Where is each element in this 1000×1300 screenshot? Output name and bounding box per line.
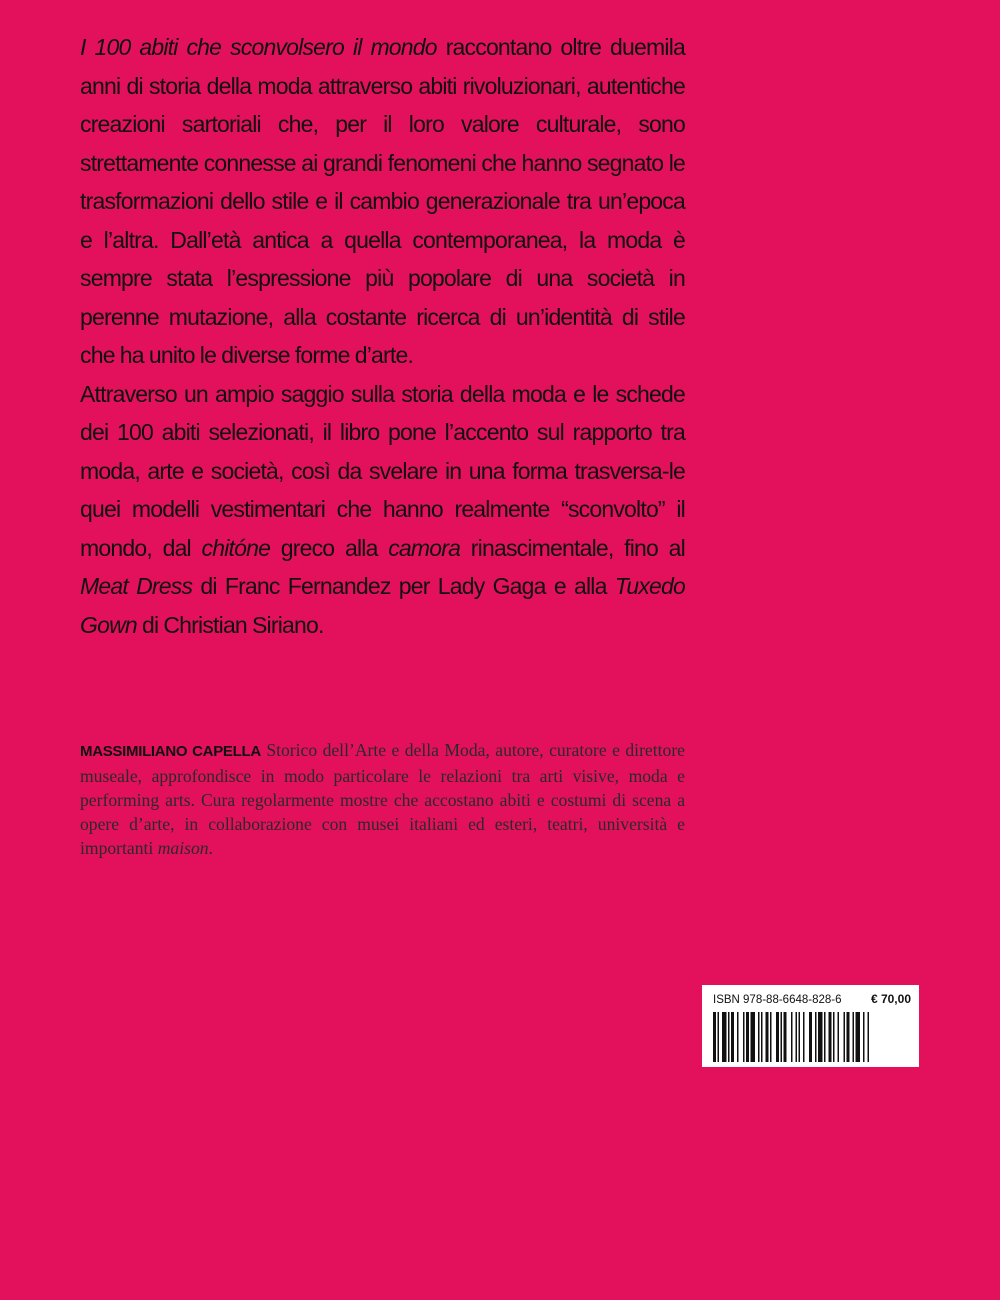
text-run-2: greco alla xyxy=(270,534,389,561)
barcode-bar-25 xyxy=(833,1012,835,1062)
barcode-bar-20 xyxy=(809,1012,812,1062)
back-cover-blurb xyxy=(80,28,685,644)
author-bio-text: Storico dell’Arte e della Moda, autore, curatore e direttore museale, approfondisce in modo particolare le relazioni tra arti visive, moda e performing arts. Cura regolarmente mostre che accostano abiti e costumi di scena a opere d’arte, in collaborazione con musei italiani ed esteri, teatri, università e importanti xyxy=(80,740,685,858)
blurb-paragraph-1 xyxy=(80,28,685,375)
barcode-label xyxy=(702,985,919,1067)
barcode-bar-27 xyxy=(844,1012,846,1062)
barcode-bars xyxy=(713,1012,911,1062)
barcode-bar-5 xyxy=(737,1012,739,1062)
barcode-bar-12 xyxy=(770,1012,772,1062)
author-bio-end: . xyxy=(208,838,213,858)
barcode-bar-28 xyxy=(847,1012,850,1062)
italic-title-5: Meat Dress xyxy=(80,573,193,599)
barcode-bar-22 xyxy=(818,1012,823,1062)
barcode-bar-9 xyxy=(758,1012,760,1062)
barcode-bar-32 xyxy=(868,1012,870,1062)
text-run-8: di Christian Siriano. xyxy=(136,611,324,638)
text-run-0: Attraverso un ampio saggio sulla storia della moda e le schede dei 100 abiti selezionati, il libro pone l’accento sul rapporto tra moda, arte e società, così da svelare in una forma trasversa-le quei modelli vestimentari che hanno realmente “sconvolto” il mondo, dal xyxy=(80,380,685,561)
barcode-bar-14 xyxy=(781,1012,783,1062)
barcode-bar-23 xyxy=(824,1012,826,1062)
barcode-bar-6 xyxy=(743,1012,745,1062)
isbn-number: ISBN 978-88-6648-828-6 xyxy=(713,994,842,1006)
barcode-bar-17 xyxy=(796,1012,798,1062)
author-name: MASSIMILIANO CAPELLA xyxy=(80,743,261,760)
barcode-bar-10 xyxy=(761,1012,763,1062)
barcode-bar-1 xyxy=(718,1012,720,1062)
text-run-4: rinascimentale, fino al xyxy=(460,534,685,561)
barcode-bar-7 xyxy=(746,1012,749,1062)
barcode-bar-8 xyxy=(751,1012,756,1062)
barcode-bar-13 xyxy=(776,1012,779,1062)
author-bio-maison: maison xyxy=(157,838,209,858)
barcode-bar-26 xyxy=(838,1012,840,1062)
barcode-bar-3 xyxy=(728,1012,730,1062)
italic-title-0: I 100 abiti che sconvolsero il mondo xyxy=(80,34,437,60)
blurb-paragraph-2 xyxy=(80,375,685,645)
italic-title-3: camora xyxy=(388,534,461,561)
barcode-bar-21 xyxy=(815,1012,817,1062)
barcode-bar-0 xyxy=(713,1012,716,1062)
italic-title-1: chitóne xyxy=(201,534,271,561)
barcode-bar-24 xyxy=(829,1012,832,1062)
text-run-1: raccontano oltre duemila anni di storia della moda attraverso abiti rivoluzionari, autentiche creazioni sartoriali che, per il loro valore culturale, sono strettamente connesse ai grandi fenomeni che hanno segnato le trasformazioni dello stile e il cambio generazionale tra un’epoca e l’altra. Dall’età antica a quella contemporanea, la moda è sempre stata l’espressione più popolare di una società in perenne mutazione, alla costante ricerca di un’identità di stile che ha unito le diverse forme d’arte. xyxy=(80,34,685,368)
isbn-row xyxy=(713,992,911,1007)
barcode-bar-18 xyxy=(799,1012,801,1062)
italic-title-7: Tuxedo Gown xyxy=(80,573,685,638)
author-bio xyxy=(80,738,685,860)
barcode-bar-15 xyxy=(784,1012,787,1062)
barcode-bar-2 xyxy=(722,1012,727,1062)
price: € 70,00 xyxy=(870,992,911,1006)
text-run-6: di Franc Fernandez per Lady Gaga e alla xyxy=(192,573,615,599)
barcode-bar-31 xyxy=(863,1012,865,1062)
barcode-bar-11 xyxy=(766,1012,769,1062)
barcode-bar-16 xyxy=(791,1012,793,1062)
barcode-bar-4 xyxy=(731,1012,734,1062)
barcode-bar-19 xyxy=(803,1012,805,1062)
barcode-bar-30 xyxy=(856,1012,861,1062)
barcode-bar-29 xyxy=(853,1012,855,1062)
